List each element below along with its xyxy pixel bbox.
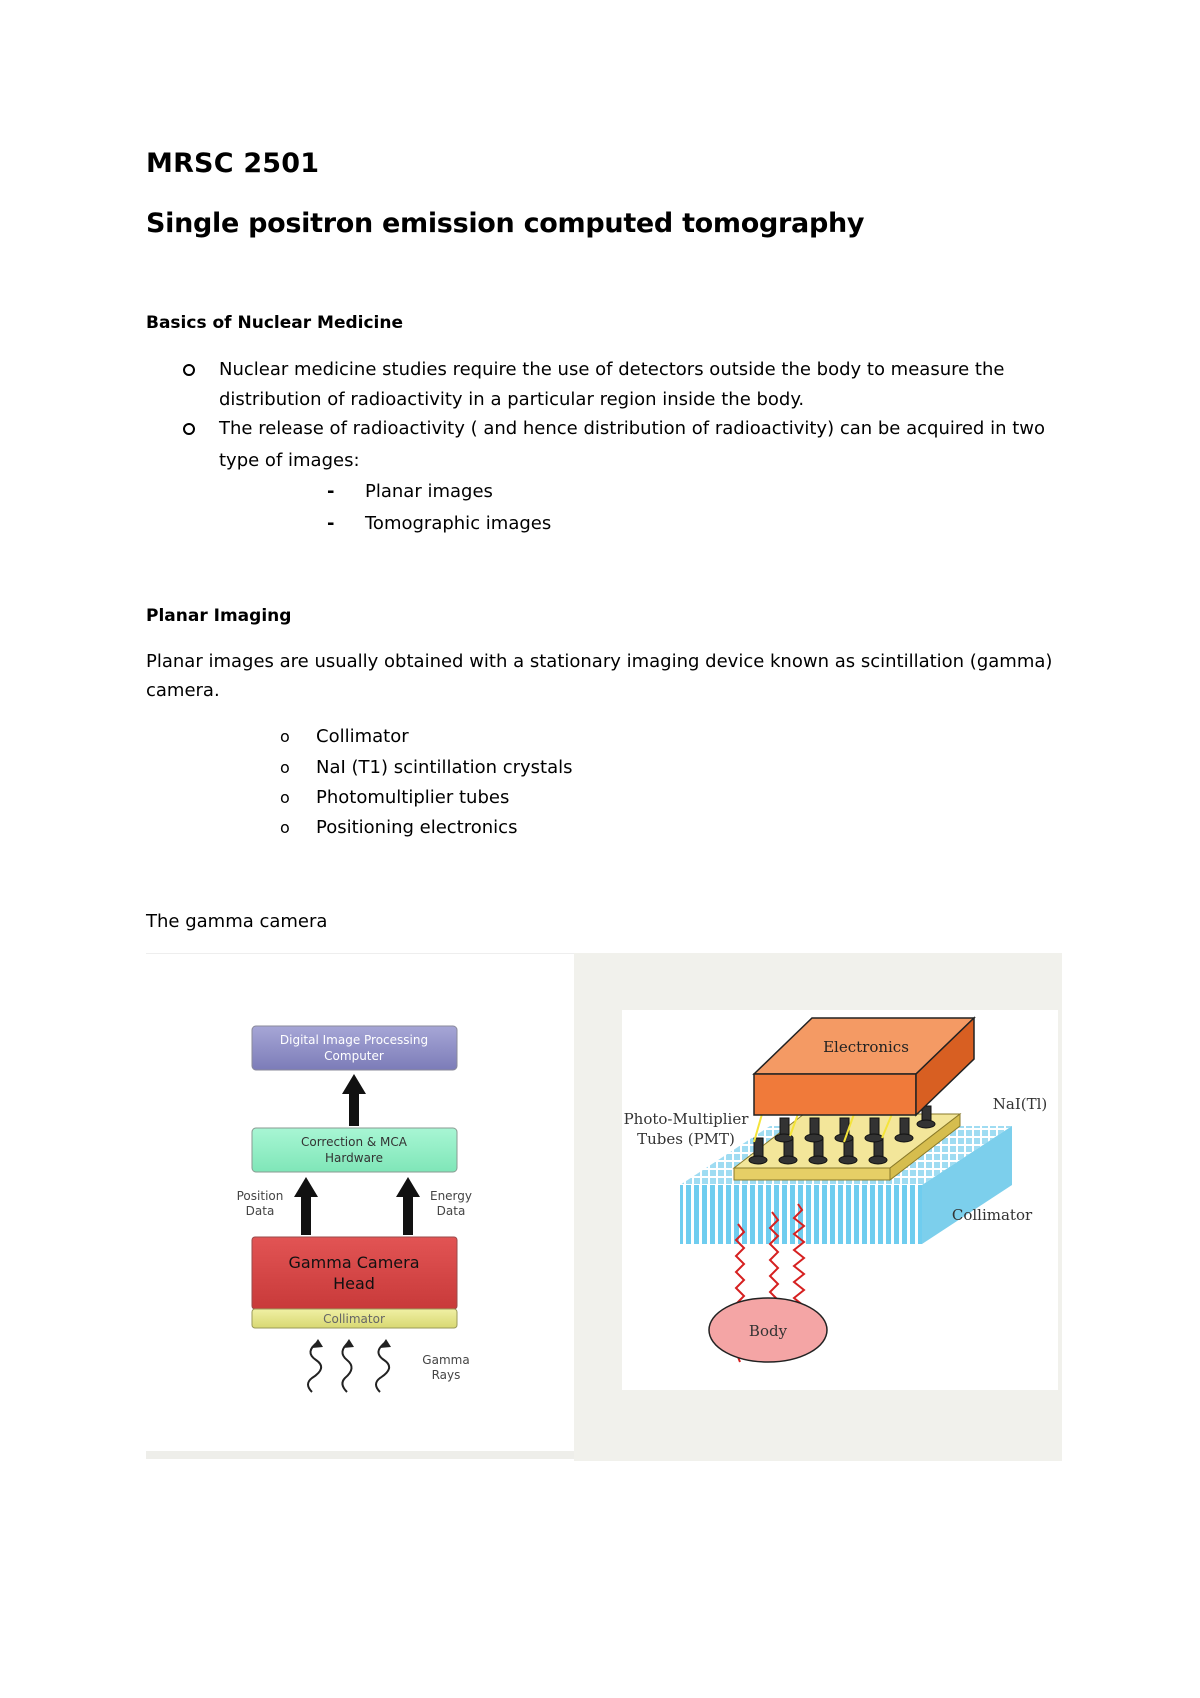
pmt-label: Photo-Multiplier — [623, 1110, 749, 1128]
collimator-box — [252, 1309, 457, 1328]
arrow-up-icon — [294, 1177, 318, 1235]
bullet-line: The release of radioactivity ( and hence distribution of radioactivity) can be acquired in two — [219, 418, 1046, 439]
box-label: Hardware — [325, 1151, 383, 1165]
image-processing-box — [252, 1026, 457, 1070]
gamma-camera-figure — [146, 953, 1062, 1461]
schematic-panel — [574, 953, 1062, 1461]
electronics-label: Electronics — [823, 1038, 909, 1056]
section-heading-planar: Planar Imaging — [146, 606, 292, 626]
position-data-label: Position — [236, 1189, 284, 1203]
page-title: Single positron emission computed tomography — [146, 208, 865, 239]
gamma-rays-label: Gamma — [422, 1353, 470, 1367]
ray-arrowhead — [380, 1339, 391, 1348]
arrow-up-icon — [396, 1177, 420, 1235]
list-item-text: NaI (T1) scintillation crystals — [316, 757, 573, 778]
dash-bullet: - — [327, 481, 335, 502]
box-label: Gamma Camera — [288, 1253, 420, 1272]
o-bullet: o — [280, 818, 290, 837]
pmt-label: Tubes (PMT) — [637, 1130, 735, 1148]
list-item-text: Planar images — [365, 481, 493, 502]
ray-arrowhead — [343, 1339, 354, 1348]
section-heading-basics: Basics of Nuclear Medicine — [146, 313, 404, 333]
gamma-camera-schematic — [622, 1010, 1058, 1390]
bullet-line: Nuclear medicine studies require the use of detectors outside the body to measure the — [219, 359, 1005, 380]
circle-bullet-icon — [183, 364, 195, 376]
list-item-text: Tomographic images — [365, 513, 552, 534]
schematic-image — [622, 1010, 1058, 1390]
list-item-text: Collimator — [316, 726, 409, 747]
arrow-up-icon — [342, 1074, 366, 1126]
block-diagram — [146, 954, 574, 1451]
gamma-ray-icon — [308, 1342, 389, 1392]
position-data-label: Data — [245, 1204, 275, 1218]
electronics-box — [754, 1018, 974, 1115]
dash-bullet: - — [327, 513, 335, 534]
correction-mca-box — [252, 1128, 457, 1172]
bullet-line: distribution of radioactivity in a particular region inside the body. — [219, 389, 805, 410]
energy-data-label: Energy — [429, 1189, 473, 1203]
o-bullet: o — [280, 788, 290, 807]
box-label: Collimator — [323, 1312, 385, 1326]
figure-caption: The gamma camera — [146, 911, 328, 932]
ray-arrowhead — [312, 1339, 323, 1348]
nai-label: NaI(Tl) — [992, 1095, 1048, 1113]
box-label: Computer — [324, 1049, 384, 1063]
gamma-rays-label: Rays — [431, 1368, 461, 1382]
box-label: Head — [333, 1274, 375, 1293]
block-diagram-panel — [146, 953, 574, 1459]
planar-paragraph-line: camera. — [146, 680, 220, 701]
list-item-text: Positioning electronics — [316, 817, 518, 838]
planar-paragraph-line: Planar images are usually obtained with a stationary imaging device known as scintillation (gamma) — [146, 651, 1053, 672]
circle-bullet-icon — [183, 423, 195, 435]
box-label: Correction & MCA — [300, 1135, 408, 1149]
o-bullet: o — [280, 758, 290, 777]
bullet-line: type of images: — [219, 450, 360, 471]
box-label: Digital Image Processing — [279, 1033, 429, 1047]
collimator-label: Collimator — [951, 1206, 1033, 1224]
course-code: MRSC 2501 — [146, 148, 320, 179]
energy-data-label: Data — [436, 1204, 466, 1218]
gamma-camera-head-box — [252, 1237, 457, 1309]
body-label: Body — [748, 1322, 788, 1340]
list-item-text: Photomultiplier tubes — [316, 787, 510, 808]
o-bullet: o — [280, 727, 290, 746]
